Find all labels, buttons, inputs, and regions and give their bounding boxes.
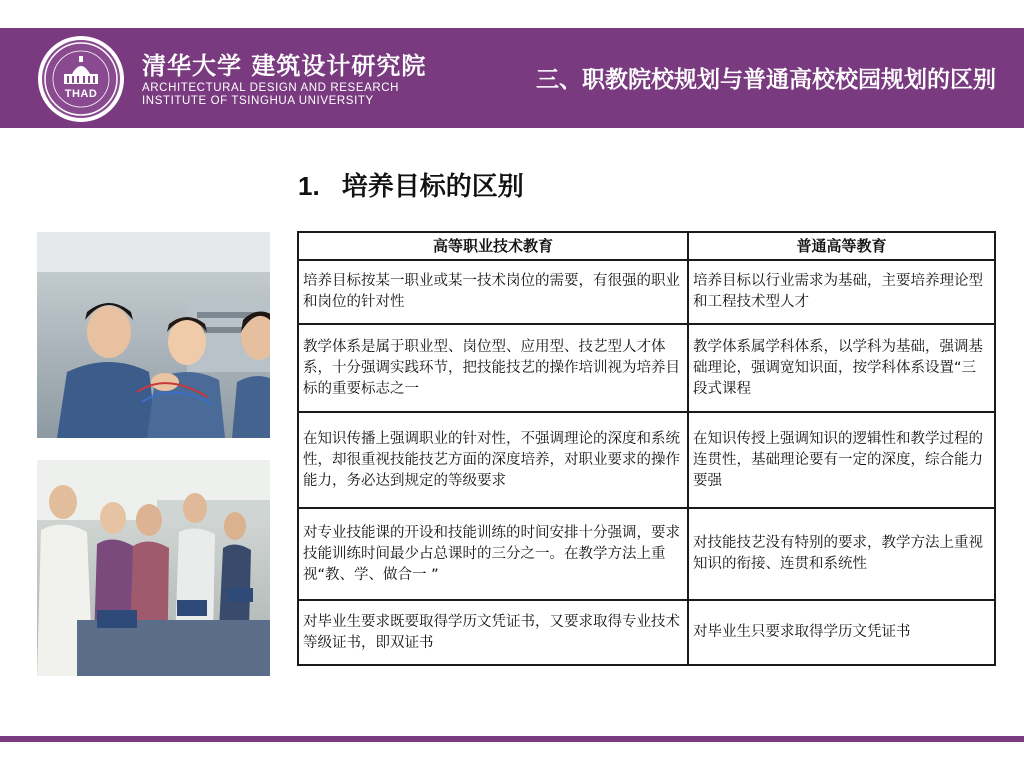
section-heading: [298, 166, 524, 203]
table-row: [298, 412, 995, 508]
header-band: [0, 28, 1024, 128]
section-heading-text: 培养目标的区别: [341, 172, 524, 202]
logo-abbreviation: THAD: [64, 88, 98, 100]
table-row: [298, 324, 995, 412]
table-cell-vocational: 教学体系是属于职业型、岗位型、应用型、技艺型人才体系，十分强调实践环节，把技能技艺的操作培训视为培养目标的重要标志之一: [298, 324, 688, 412]
header-general-higher-education: 普通高等教育: [688, 232, 995, 260]
comparison-table: [297, 231, 996, 666]
header-vocational-education: 高等职业技术教育: [298, 232, 688, 260]
table-row: [298, 600, 995, 665]
students-lab-photo: [37, 232, 270, 438]
section-number: 1.: [298, 171, 320, 201]
table-cell-general: 教学体系属学科体系，以学科为基础，强调基础理论，强调宽知识面，按学科体系设置“三段式课程: [688, 324, 995, 412]
institute-name-en-line2: INSTITUTE OF TSINGHUA UNIVERSITY: [142, 95, 374, 107]
table-cell-general: 对技能技艺没有特别的要求，教学方法上重视知识的衔接、连贯和系统性: [688, 508, 995, 600]
slide-title: 三、职教院校规划与普通高校校园规划的区别: [536, 67, 996, 93]
table-cell-vocational: 对毕业生要求既要取得学历文凭证书，又要求取得专业技术等级证书，即双证书: [298, 600, 688, 665]
table-cell-general: 对毕业生只要求取得学历文凭证书: [688, 600, 995, 665]
table-header-row: [298, 232, 995, 260]
building-emblem-icon: [42, 40, 120, 118]
table-cell-general: 培养目标以行业需求为基础，主要培养理论型和工程技术型人才: [688, 260, 995, 324]
footer-divider: [0, 736, 1024, 742]
table-cell-general: 在知识传授上强调知识的逻辑性和教学过程的连贯性，基础理论要有一定的深度，综合能力要强: [688, 412, 995, 508]
table-row: [298, 260, 995, 324]
institute-name-en-line1: ARCHITECTURAL DESIGN AND RESEARCH: [142, 82, 400, 94]
institute-name-cn: 清华大学 建筑设计研究院: [142, 51, 427, 80]
university-logo: [38, 36, 124, 122]
table-cell-vocational: 对专业技能课的开设和技能训练的时间安排十分强调，要求技能训练时间最少占总课时的三分之一。在教学方法上重视“教、学、做合一 ”: [298, 508, 688, 600]
table-cell-vocational: 培养目标按某一职业或某一技术岗位的需要，有很强的职业和岗位的针对性: [298, 260, 688, 324]
logo-emblem: [42, 40, 120, 118]
table-row: [298, 508, 995, 600]
workshop-training-photo: [37, 460, 270, 676]
table-cell-vocational: 在知识传播上强调职业的针对性，不强调理论的深度和系统性，却很重视技能技艺方面的深度培养，对职业要求的操作能力，务必达到规定的等级要求: [298, 412, 688, 508]
institute-name-en: [142, 82, 399, 108]
